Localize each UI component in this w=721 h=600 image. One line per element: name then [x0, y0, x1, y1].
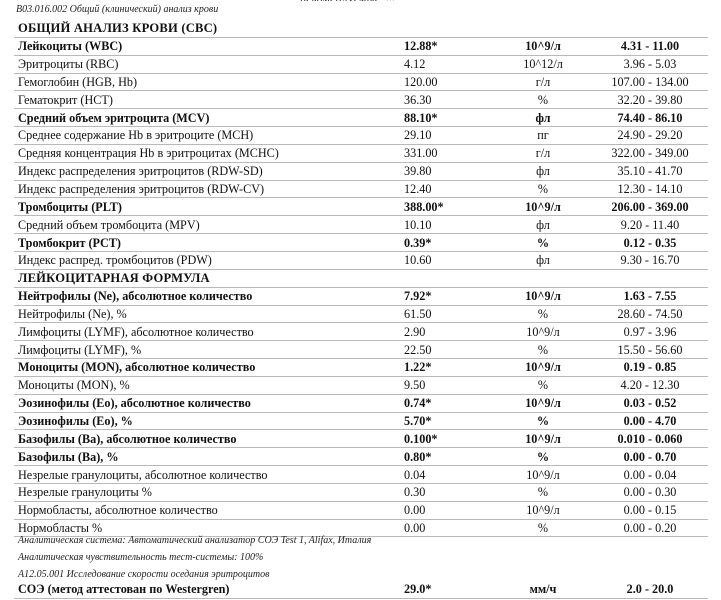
esr-name: СОЭ (метод аттестован по Westergren)	[14, 581, 394, 599]
test-value: 10.60	[394, 251, 494, 269]
test-unit: фл	[494, 251, 588, 269]
test-code-line: В03.016.002 Общий (клинический) анализ крови	[16, 4, 219, 15]
reference-range: 0.00 - 0.30	[588, 483, 708, 501]
test-unit: %	[494, 412, 588, 430]
reference-range: 206.00 - 369.00	[588, 198, 708, 216]
test-name: Моноциты (MON), абсолютное количество	[14, 359, 394, 377]
reference-range: 15.50 - 56.60	[588, 341, 708, 359]
result-row	[14, 341, 708, 359]
test-unit: 10^9/л	[494, 430, 588, 448]
test-name: Незрелые гранулоциты %	[14, 483, 394, 501]
test-name: Моноциты (MON), %	[14, 376, 394, 394]
result-row	[14, 162, 708, 180]
test-unit	[494, 20, 588, 37]
test-name: Эозинофилы (Eo), абсолютное количество	[14, 394, 394, 412]
reference-range: 9.20 - 11.40	[588, 216, 708, 234]
reference-range: 28.60 - 74.50	[588, 305, 708, 323]
test-name: Гематокрит (HCT)	[14, 91, 394, 109]
reference-range: 0.00 - 0.04	[588, 466, 708, 484]
test-value: 9.50	[394, 376, 494, 394]
result-row	[14, 91, 708, 109]
result-row	[14, 109, 708, 127]
reference-range: 4.31 - 11.00	[588, 37, 708, 55]
esr-row	[14, 581, 708, 599]
test-name: Индекс распределения эритроцитов (RDW-SD)	[14, 162, 394, 180]
analysis-notes	[18, 532, 371, 583]
test-value: 10.10	[394, 216, 494, 234]
test-name: ЛЕЙКОЦИТАРНАЯ ФОРМУЛА	[14, 269, 394, 287]
test-value: 388.00*	[394, 198, 494, 216]
test-value: 0.00	[394, 501, 494, 519]
result-row	[14, 127, 708, 145]
test-name: Средняя концентрация Hb в эритроцитах (MCHC)	[14, 144, 394, 162]
test-name: Базофилы (Ba), абсолютное количество	[14, 430, 394, 448]
test-name: Базофилы (Ba), %	[14, 448, 394, 466]
test-name: Индекс распределения эритроцитов (RDW-CV)	[14, 180, 394, 198]
test-name: ОБЩИЙ АНАЛИЗ КРОВИ (CBC)	[14, 20, 394, 37]
reference-range: 1.63 - 7.55	[588, 287, 708, 305]
test-name: Индекс распред. тромбоцитов (PDW)	[14, 251, 394, 269]
esr-value: 29.0*	[394, 581, 494, 599]
result-row	[14, 448, 708, 466]
esr-unit: мм/ч	[494, 581, 588, 599]
test-unit: %	[494, 341, 588, 359]
test-unit: %	[494, 234, 588, 252]
test-value: 7.92*	[394, 287, 494, 305]
result-row	[14, 412, 708, 430]
reference-range: 0.12 - 0.35	[588, 234, 708, 252]
test-value: 36.30	[394, 91, 494, 109]
test-value: 0.30	[394, 483, 494, 501]
result-row	[14, 73, 708, 91]
test-value: 39.80	[394, 162, 494, 180]
section-header-row	[14, 269, 708, 287]
test-value: 12.88*	[394, 37, 494, 55]
test-unit: 10^9/л	[494, 466, 588, 484]
test-name: Средний объем эритроцита (MCV)	[14, 109, 394, 127]
test-unit: 10^9/л	[494, 198, 588, 216]
test-name: Тромбоциты (PLT)	[14, 198, 394, 216]
result-row	[14, 234, 708, 252]
test-value	[394, 269, 494, 287]
test-value: 2.90	[394, 323, 494, 341]
test-name: Нормобласты %	[14, 519, 394, 537]
test-name: Лимфоциты (LYMF), %	[14, 341, 394, 359]
test-unit: фл	[494, 162, 588, 180]
result-row	[14, 359, 708, 377]
test-unit: 10^12/л	[494, 55, 588, 73]
test-name: Эозинофилы (Eo), %	[14, 412, 394, 430]
test-name: Тромбокрит (PCT)	[14, 234, 394, 252]
cut-off-header-text	[300, 0, 395, 1]
reference-range: 0.010 - 0.060	[588, 430, 708, 448]
test-value: 12.40	[394, 180, 494, 198]
result-row	[14, 376, 708, 394]
reference-range: 74.40 - 86.10	[588, 109, 708, 127]
test-value: 61.50	[394, 305, 494, 323]
test-unit: фл	[494, 216, 588, 234]
section-header-row	[14, 20, 708, 37]
test-name: Нормобласты, абсолютное количество	[14, 501, 394, 519]
reference-range: 9.30 - 16.70	[588, 251, 708, 269]
test-value: 4.12	[394, 55, 494, 73]
reference-range: 35.10 - 41.70	[588, 162, 708, 180]
test-unit: %	[494, 180, 588, 198]
test-unit: %	[494, 448, 588, 466]
esr-test-code: А12.05.001 Исследование скорости оседания эритроцитов	[18, 569, 270, 580]
test-name: Лейкоциты (WBC)	[14, 37, 394, 55]
test-unit: 10^9/л	[494, 359, 588, 377]
test-value: 1.22*	[394, 359, 494, 377]
test-unit: %	[494, 376, 588, 394]
test-value: 0.80*	[394, 448, 494, 466]
test-unit: %	[494, 483, 588, 501]
test-unit: %	[494, 91, 588, 109]
test-unit: %	[494, 305, 588, 323]
reference-range: 3.96 - 5.03	[588, 55, 708, 73]
test-name: Нейтрофилы (Ne), абсолютное количество	[14, 287, 394, 305]
reference-range: 32.20 - 39.80	[588, 91, 708, 109]
test-unit: г/л	[494, 144, 588, 162]
reference-range: 0.03 - 0.52	[588, 394, 708, 412]
test-value: 0.100*	[394, 430, 494, 448]
result-row	[14, 501, 708, 519]
test-value: 0.74*	[394, 394, 494, 412]
results-table	[14, 20, 708, 537]
test-value: 29.10	[394, 127, 494, 145]
test-value: 120.00	[394, 73, 494, 91]
test-unit: %	[494, 519, 588, 537]
test-unit: 10^9/л	[494, 394, 588, 412]
result-row	[14, 305, 708, 323]
test-value: 88.10*	[394, 109, 494, 127]
reference-range: 12.30 - 14.10	[588, 180, 708, 198]
reference-range: 107.00 - 134.00	[588, 73, 708, 91]
result-row	[14, 198, 708, 216]
test-name: Среднее содержание Hb в эритроците (MCH)	[14, 127, 394, 145]
reference-range: 0.19 - 0.85	[588, 359, 708, 377]
analytical-sensitivity-note: Аналитическая чувствительность тест-системы: 100%	[18, 552, 264, 563]
result-row	[14, 37, 708, 55]
result-row	[14, 144, 708, 162]
reference-range: 0.97 - 3.96	[588, 323, 708, 341]
result-row	[14, 55, 708, 73]
result-row	[14, 483, 708, 501]
test-name: Лимфоциты (LYMF), абсолютное количество	[14, 323, 394, 341]
test-name: Нейтрофилы (Ne), %	[14, 305, 394, 323]
reference-range: 0.00 - 0.70	[588, 448, 708, 466]
result-row	[14, 251, 708, 269]
reference-range: 0.00 - 0.20	[588, 519, 708, 537]
test-value: 331.00	[394, 144, 494, 162]
reference-range: 4.20 - 12.30	[588, 376, 708, 394]
test-unit: 10^9/л	[494, 323, 588, 341]
test-unit: 10^9/л	[494, 287, 588, 305]
test-name: Средний объем тромбоцита (MPV)	[14, 216, 394, 234]
test-unit: пг	[494, 127, 588, 145]
result-row	[14, 216, 708, 234]
esr-reference: 2.0 - 20.0	[588, 581, 708, 599]
reference-range: 0.00 - 4.70	[588, 412, 708, 430]
reference-range	[588, 269, 708, 287]
analytical-system-note: Аналитическая система: Автоматический анализатор СОЭ Test 1, Alifax, Италия	[18, 535, 372, 546]
test-value: 22.50	[394, 341, 494, 359]
test-unit: 10^9/л	[494, 37, 588, 55]
test-value: 5.70*	[394, 412, 494, 430]
result-row	[14, 466, 708, 484]
test-unit: г/л	[494, 73, 588, 91]
result-row	[14, 430, 708, 448]
result-row	[14, 180, 708, 198]
result-row	[14, 323, 708, 341]
reference-range: 0.00 - 0.15	[588, 501, 708, 519]
test-value	[394, 20, 494, 37]
reference-range	[588, 20, 708, 37]
test-unit	[494, 269, 588, 287]
reference-range: 322.00 - 349.00	[588, 144, 708, 162]
test-value: 0.39*	[394, 234, 494, 252]
results-table-body	[14, 20, 708, 537]
result-row	[14, 394, 708, 412]
result-row	[14, 287, 708, 305]
test-name: Эритроциты (RBC)	[14, 55, 394, 73]
test-unit: фл	[494, 109, 588, 127]
reference-range: 24.90 - 29.20	[588, 127, 708, 145]
test-value: 0.00	[394, 519, 494, 537]
test-name: Незрелые гранулоциты, абсолютное количество	[14, 466, 394, 484]
esr-table	[14, 581, 708, 599]
test-unit: 10^9/л	[494, 501, 588, 519]
test-value: 0.04	[394, 466, 494, 484]
test-name: Гемоглобин (HGB, Hb)	[14, 73, 394, 91]
